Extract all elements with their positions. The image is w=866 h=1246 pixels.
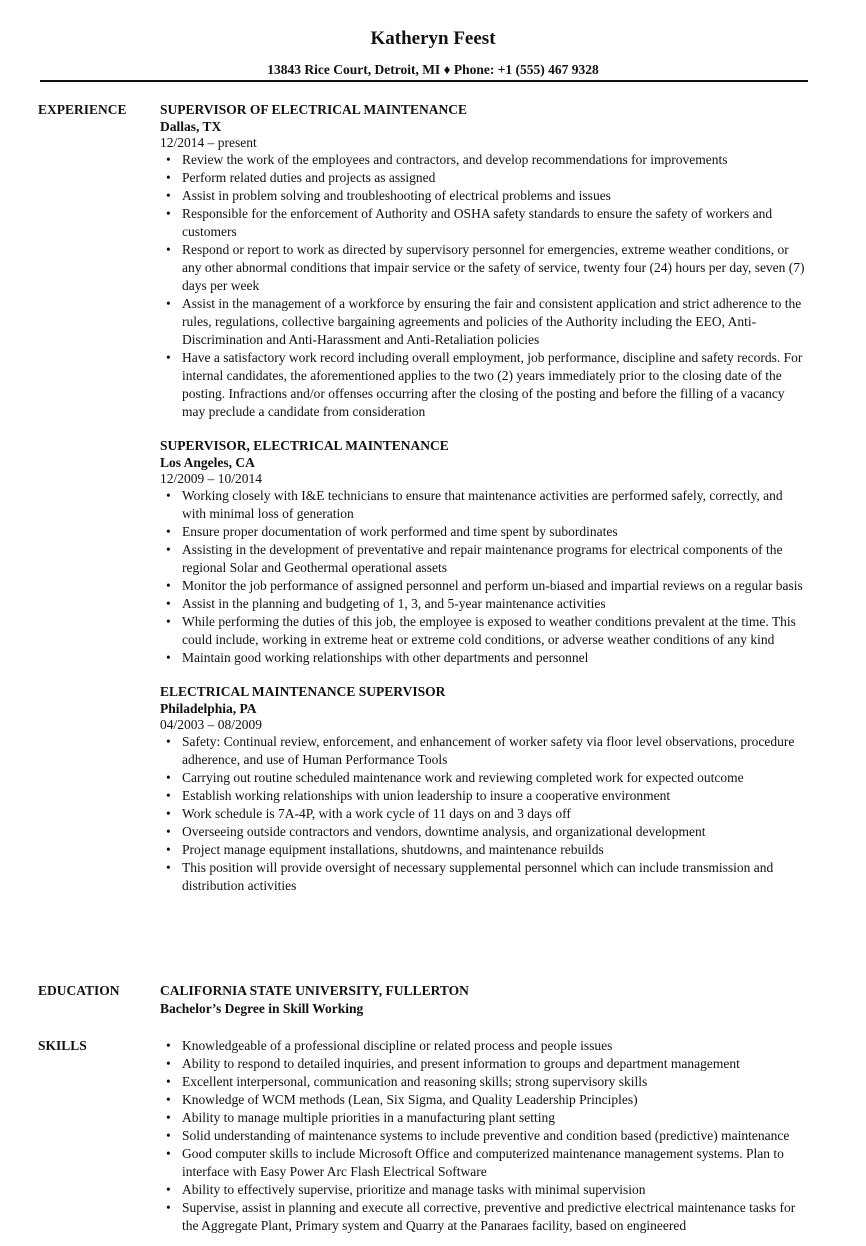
skills-heading: SKILLS <box>38 1038 87 1053</box>
job-location: Philadelphia, PA <box>160 701 257 716</box>
skill-item: • Solid understanding of maintenance systems to include preventive and condition based (predictive) maintenance <box>160 1127 810 1145</box>
job-dates: 04/2003 – 08/2009 <box>160 717 263 732</box>
job-title: ELECTRICAL MAINTENANCE SUPERVISOR <box>160 684 446 699</box>
job-dates: 12/2014 – present <box>160 135 257 150</box>
duty-item: • Assist in the management of a workforce by ensuring the fair and consistent application and strict adherence to the rules, regulations, collective bargaining agreements and policies of the Authority including the EEO, Anti-Discrimination and Anti-Harassment and Anti-Retaliation policies <box>160 295 810 349</box>
education-heading: EDUCATION <box>38 983 120 998</box>
duty-item: • Ensure proper documentation of work performed and time spent by subordinates <box>160 523 810 541</box>
duty-item: • Assisting in the development of preventative and repair maintenance programs for electrical components of the regional Solar and Geothermal operational assets <box>160 541 810 577</box>
duty-item: • Safety: Continual review, enforcement, and enhancement of worker safety via floor level observations, procedure adherence, and use of Human Performance Tools <box>160 733 810 769</box>
job-title: SUPERVISOR OF ELECTRICAL MAINTENANCE <box>160 102 467 117</box>
duty-item: • Carrying out routine scheduled maintenance work and reviewing completed work for expected outcome <box>160 769 810 787</box>
contact-line: 13843 Rice Court, Detroit, MI ♦ Phone: +1 (555) 467 9328 <box>267 62 599 77</box>
experience-list <box>160 101 810 895</box>
skill-item: • Ability to respond to detailed inquiries, and present information to groups and department management <box>160 1055 810 1073</box>
job-location: Dallas, TX <box>160 119 222 134</box>
education-entry <box>160 982 810 1018</box>
duty-item: • While performing the duties of this job, the employee is exposed to weather conditions prevalent at the time. This could include, working in extreme heat or extreme cold conditions, or adverse weather conditions of any kind <box>160 613 810 649</box>
duty-item: • Monitor the job performance of assigned personnel and perform un-biased and impartial reviews on a regular basis <box>160 577 810 595</box>
skill-item: • Knowledgeable of a professional discipline or related process and people issues <box>160 1037 810 1055</box>
school-name: CALIFORNIA STATE UNIVERSITY, FULLERTON <box>160 983 469 998</box>
job-entry <box>160 683 810 895</box>
duty-item: • Assist in problem solving and troubleshooting of electrical problems and issues <box>160 187 810 205</box>
degree-name: Bachelor’s Degree in Skill Working <box>160 1001 364 1016</box>
duty-item: • Respond or report to work as directed by supervisory personnel for emergencies, extreme weather conditions, or any other abnormal conditions that impair service or the safety of service, twenty four (24) hours per day, seven (7) days per week <box>160 241 810 295</box>
duty-item: • Assist in the planning and budgeting of 1, 3, and 5-year maintenance activities <box>160 595 810 613</box>
experience-heading: EXPERIENCE <box>38 102 127 117</box>
skill-item: • Excellent interpersonal, communication and reasoning skills; strong supervisory skills <box>160 1073 810 1091</box>
job-duties <box>160 487 810 667</box>
job-duties <box>160 733 810 895</box>
duty-item: • Project manage equipment installations, shutdowns, and maintenance rebuilds <box>160 841 810 859</box>
job-dates: 12/2009 – 10/2014 <box>160 471 263 486</box>
job-entry <box>160 101 810 421</box>
duty-item: • Have a satisfactory work record including overall employment, job performance, discipline and safety records. For internal candidates, the aforementioned applies to the two (2) years immediately prior to the closing date of the posting. Infractions and/or offenses occurring after the closing of the posting and before the filling of a vacancy may preclude a candidate from consideration <box>160 349 810 421</box>
job-location: Los Angeles, CA <box>160 455 255 470</box>
duty-item: • Working closely with I&E technicians to ensure that maintenance activities are performed safely, correctly, and with minimal loss of generation <box>160 487 810 523</box>
skill-item: • Supervise, assist in planning and execute all corrective, preventive and predictive electrical maintenance tasks for the Aggregate Plant, Primary system and Quarry at the Panaraes facility, based on engineered <box>160 1199 810 1235</box>
skills-list-wrap <box>160 1037 810 1235</box>
skills-list <box>160 1037 810 1235</box>
duty-item: • This position will provide oversight of necessary supplemental personnel which can include transmission and distribution activities <box>160 859 810 895</box>
job-entry <box>160 437 810 667</box>
skill-item: • Knowledge of WCM methods (Lean, Six Sigma, and Quality Leadership Principles) <box>160 1091 810 1109</box>
skill-item: • Ability to manage multiple priorities in a manufacturing plant setting <box>160 1109 810 1127</box>
duty-item: • Establish working relationships with union leadership to insure a cooperative environment <box>160 787 810 805</box>
duty-item: • Perform related duties and projects as assigned <box>160 169 810 187</box>
skill-item: • Ability to effectively supervise, prioritize and manage tasks with minimal supervision <box>160 1181 810 1199</box>
duty-item: • Maintain good working relationships with other departments and personnel <box>160 649 810 667</box>
duty-item: • Work schedule is 7A-4P, with a work cycle of 11 days on and 3 days off <box>160 805 810 823</box>
duty-item: • Review the work of the employees and contractors, and develop recommendations for improvements <box>160 151 810 169</box>
skill-item: • Good computer skills to include Microsoft Office and computerized maintenance management systems. Plan to interface with Easy Power Arc Flash Electrical Software <box>160 1145 810 1181</box>
duty-item: • Responsible for the enforcement of Authority and OSHA safety standards to ensure the safety of workers and customers <box>160 205 810 241</box>
job-duties <box>160 151 810 421</box>
duty-item: • Overseeing outside contractors and vendors, downtime analysis, and organizational development <box>160 823 810 841</box>
job-title: SUPERVISOR, ELECTRICAL MAINTENANCE <box>160 438 449 453</box>
candidate-name: Katheryn Feest <box>370 28 496 49</box>
header-divider <box>40 80 808 82</box>
